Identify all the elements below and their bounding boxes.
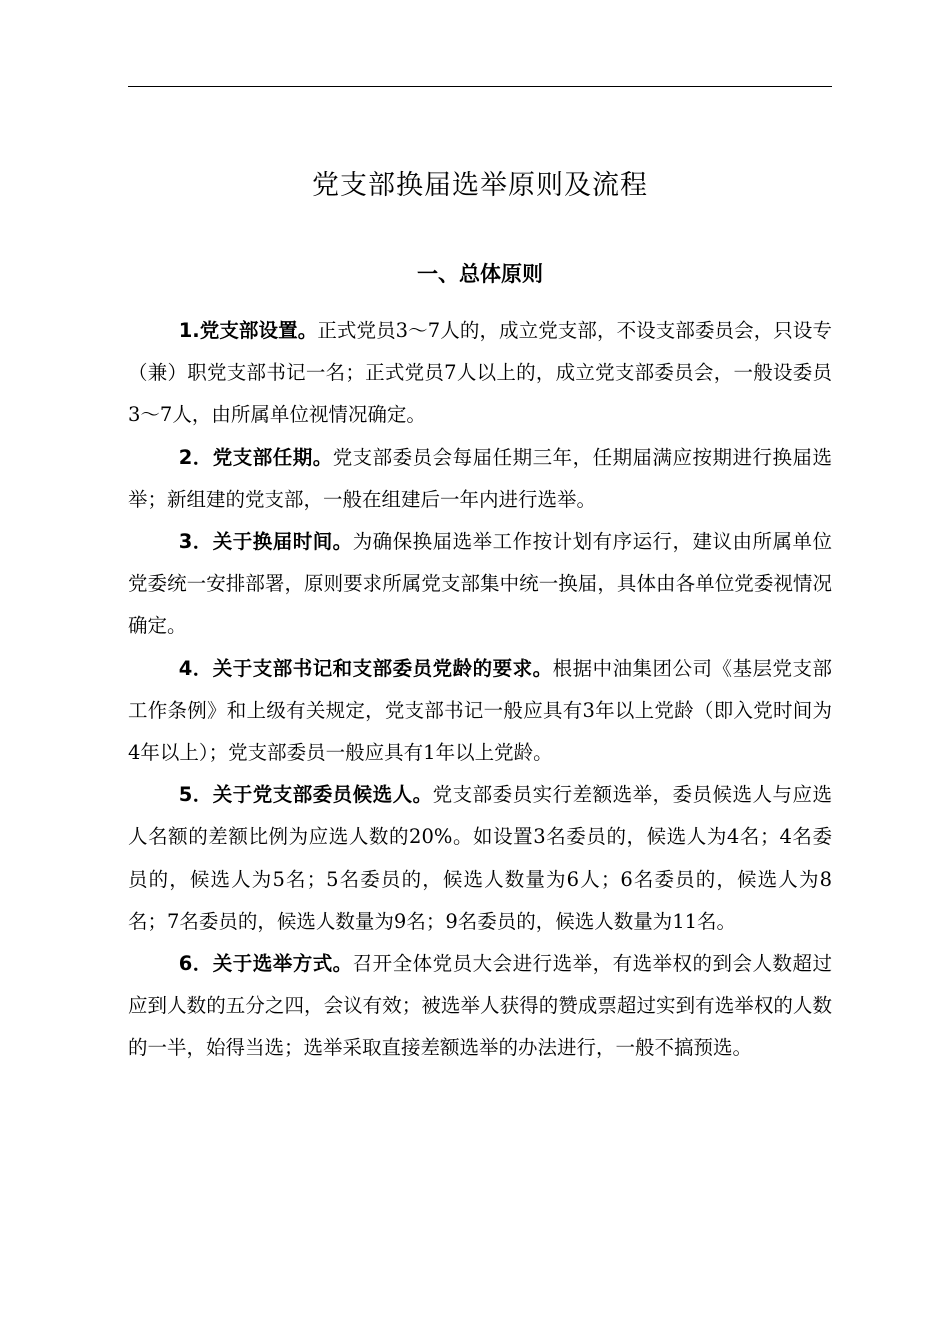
paragraph-text: 根据中油集团公司《基层党支部工作条例》和上级有关规定，党支部书记一般应具有3年以上党龄（即入党时间为4年以上）；党支部委员一般应具有1年以上党龄。: [128, 656, 832, 765]
paragraph-2: [128, 437, 832, 521]
paragraph-lead: 3．关于换届时间。: [178, 530, 353, 554]
paragraph-text: 召开全体党员大会进行选举，有选举权的到会人数超过应到人数的五分之四，会议有效；被选举人获得的赞成票超过实到有选举权的人数的一半，始得当选；选举采取直接差额选举的办法进行，一般不搞预选。: [128, 952, 832, 1060]
paragraph-lead: 1.党支部设置。: [178, 319, 318, 342]
paragraph-1: [128, 310, 832, 437]
paragraph-3: [128, 521, 832, 648]
document-body: [128, 310, 832, 1070]
paragraph-lead: 5．关于党支部委员候选人。: [178, 783, 433, 807]
paragraph-lead: 4．关于支部书记和支部委员党龄的要求。: [178, 656, 553, 680]
paragraph-text: 为确保换届选举工作按计划有序运行，建议由所属单位党委统一安排部署，原则要求所属党支部集中统一换届，具体由各单位党委视情况确定。: [128, 530, 832, 638]
paragraph-lead: 6．关于选举方式。: [178, 952, 353, 976]
paragraph-6: [128, 943, 832, 1070]
document-title: 党支部换届选举原则及流程: [312, 170, 648, 201]
paragraph-lead: 2．党支部任期。: [178, 445, 333, 469]
paragraph-text: 党支部委员实行差额选举，委员候选人与应选人名额的差额比例为应选人数的20%。如设置3名委员的，候选人为4名；4名委员的，候选人为5名；5名委员的，候选人数量为6人；6名委员的，候选人为8名；7名委员的，候选人数量为9名；9名委员的，候选人数量为11名。: [128, 783, 832, 933]
paragraph-5: [128, 774, 832, 943]
paragraph-text: 正式党员3～7人的，成立党支部，不设支部委员会，只设专（兼）职党支部书记一名；正式党员7人以上的，成立党支部委员会，一般设委员3～7人，由所属单位视情况确定。: [128, 319, 832, 427]
paragraph-4: [128, 648, 832, 775]
paragraph-text: 党支部委员会每届任期三年，任期届满应按期进行换届选举；新组建的党支部，一般在组建后一年内进行选举。: [128, 445, 832, 511]
header-rule: [128, 86, 832, 87]
section-heading: 一、总体原则: [417, 262, 543, 286]
